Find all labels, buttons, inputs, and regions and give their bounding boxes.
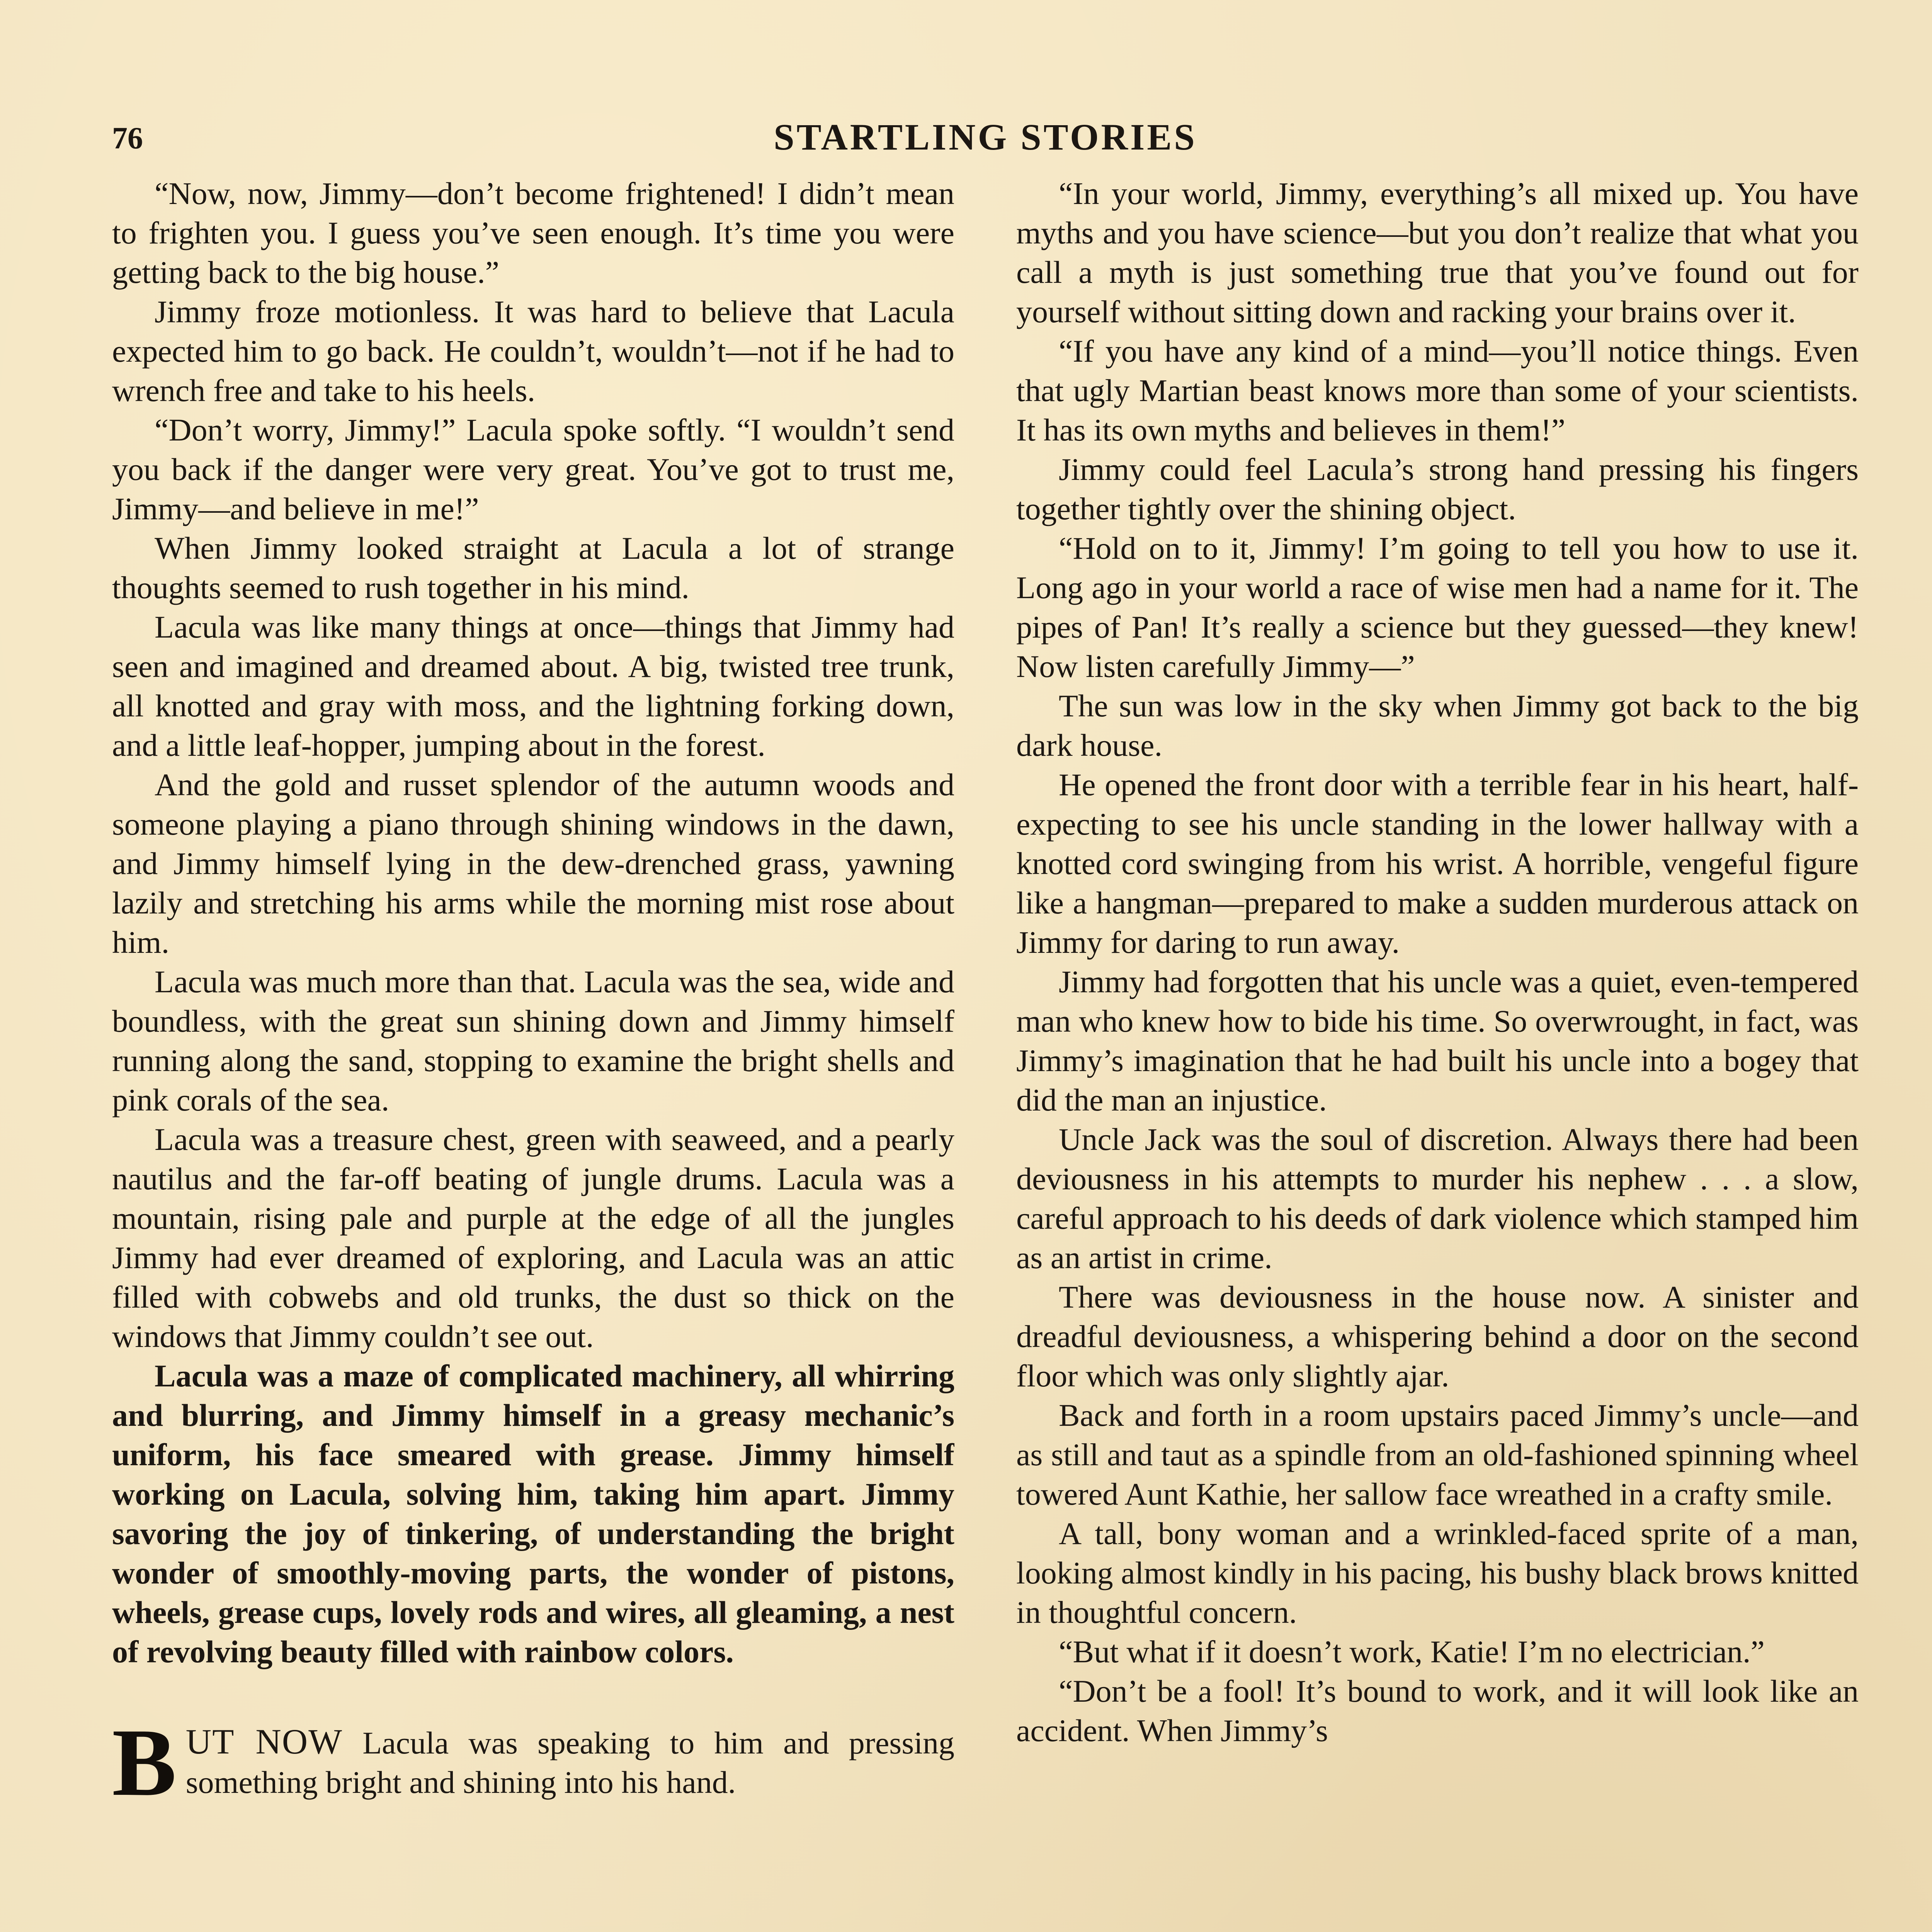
story-paragraph: There was deviousness in the house now. A sinister and dreadful deviousness, a whispering behind a door on the second floor which was only slightly ajar. [1016,1279,1859,1393]
story-paragraph: Lacula was a maze of complicated machinery, all whirring and blurring, and Jimmy himself in a greasy mechanic’s uniform, his face smeared with grease. Jimmy himself working on Lacula, solving him, taking him apart. Jimmy savoring the joy of tinkering, of understanding the bright wonder of smoothly-moving parts, the wonder of pistons, wheels, grease cups, lovely rods and wires, all gleaming, a nest of revolving beauty filled with rainbow colors. [112,1358,954,1669]
story-paragraph: The sun was low in the sky when Jimmy got back to the big dark house. [1016,688,1859,763]
page-header [112,112,1859,170]
story-paragraph: Jimmy froze motionless. It was hard to believe that Lacula expected him to go back. He couldn’t, wouldn’t—not if he had to wrench free and take to his heels. [112,294,954,408]
story-paragraph: When Jimmy looked straight at Lacula a lot of strange thoughts seemed to rush together in his mind. [112,531,954,605]
story-paragraph: Lacula was a treasure chest, green with seaweed, and a pearly nautilus and the far-off beating of jungle drums. Lacula was a mountain, rising pale and purple at the edge of all the jungles Jimmy had ever dreamed of exploring, and Lacula was an attic filled with cobwebs and old trunks, the dust so thick on the windows that Jimmy couldn’t see out. [112,1122,954,1354]
story-paragraph: “Hold on to it, Jimmy! I’m going to tell you how to use it. Long ago in your world a race of wise men had a name for it. The pipes of Pan! It’s really a science but they guessed—they knew! Now listen carefully Jimmy—” [1016,531,1859,684]
story-paragraph: “Don’t be a fool! It’s bound to work, and it will look like an accident. When Jimmy’s [1016,1673,1859,1748]
story-paragraph: And the gold and russet splendor of the autumn woods and someone playing a piano through shining windows in the dawn, and Jimmy himself lying in the dew-drenched grass, yawning lazily and stretching his arms while the morning mist rose about him. [112,767,954,960]
story-paragraph: A tall, bony woman and a wrinkled-faced sprite of a man, looking almost kindly in his pacing, his bushy black brows knitted in thoughtful concern. [1016,1516,1859,1630]
story-paragraph: “In your world, Jimmy, everything’s all mixed up. You have myths and you have science—but you don’t realize that what you call a myth is just something true that you’ve found out for yourself without sitting down and racking your brains over it. [1016,176,1859,329]
story-paragraph: Back and forth in a room upstairs paced Jimmy’s uncle—and as still and taut as a spindle from an old-fashioned spinning wheel towered Aunt Kathie, her sallow face wreathed in a crafty smile. [1016,1398,1859,1512]
section-text: Lacula was speaking to him and pressing something bright and shining into his hand. [185,1725,954,1800]
story-paragraph: “Now, now, Jimmy—don’t become frightened! I didn’t mean to frighten you. I guess you’ve seen enough. It’s time you were getting back to the big house.” [112,176,954,290]
story-paragraph: Jimmy could feel Lacula’s strong hand pressing his fingers together tightly over the shining object. [1016,452,1859,526]
story-paragraph: “Don’t worry, Jimmy!” Lacula spoke softly. “I wouldn’t send you back if the danger were very great. You’ve got to trust me, Jimmy—and believe in me!” [112,412,954,526]
magazine-title: STARTLING STORIES [774,116,1197,158]
story-paragraph: Lacula was like many things at once—things that Jimmy had seen and imagined and dreamed about. A big, twisted tree trunk, all knotted and gray with moss, and the lightning forking down, and a little leaf-hopper, jumping about in the forest. [112,609,954,763]
left-column [112,174,954,1932]
section-lead-in: UT NOW [185,1722,343,1761]
drop-cap: B [112,1709,177,1816]
story-paragraph: “If you have any kind of a mind—you’ll notice things. Even that ugly Martian beast knows more than some of your scientists. It has its own myths and believes in them!” [1016,333,1859,447]
story-paragraph: “But what if it doesn’t work, Katie! I’m no electrician.” [1059,1634,1765,1669]
story-paragraph: Lacula was much more than that. Lacula was the sea, wide and boundless, with the great sun shining down and Jimmy himself running along the sand, stopping to examine the bright shells and pink corals of the sea. [112,964,954,1117]
section-break-paragraph [112,1709,954,1816]
page-number: 76 [112,121,143,155]
right-column [1016,174,1859,1932]
story-paragraph: Jimmy had forgotten that his uncle was a quiet, even-tempered man who knew how to bide his time. So overwrought, in fact, was Jimmy’s imagination that he had built his uncle into a bogey that did the man an injustice. [1016,964,1859,1117]
story-paragraph: He opened the front door with a terrible fear in his heart, half-expecting to see his uncle standing in the lower hallway with a knotted cord swinging from his wrist. A horrible, vengeful figure like a hangman—prepared to make a sudden murderous attack on Jimmy for daring to run away. [1016,767,1859,960]
story-paragraph: Uncle Jack was the soul of discretion. Always there had been deviousness in his attempts to murder his nephew . . . a slow, careful approach to his deeds of dark violence which stamped him as an artist in crime. [1016,1122,1859,1275]
